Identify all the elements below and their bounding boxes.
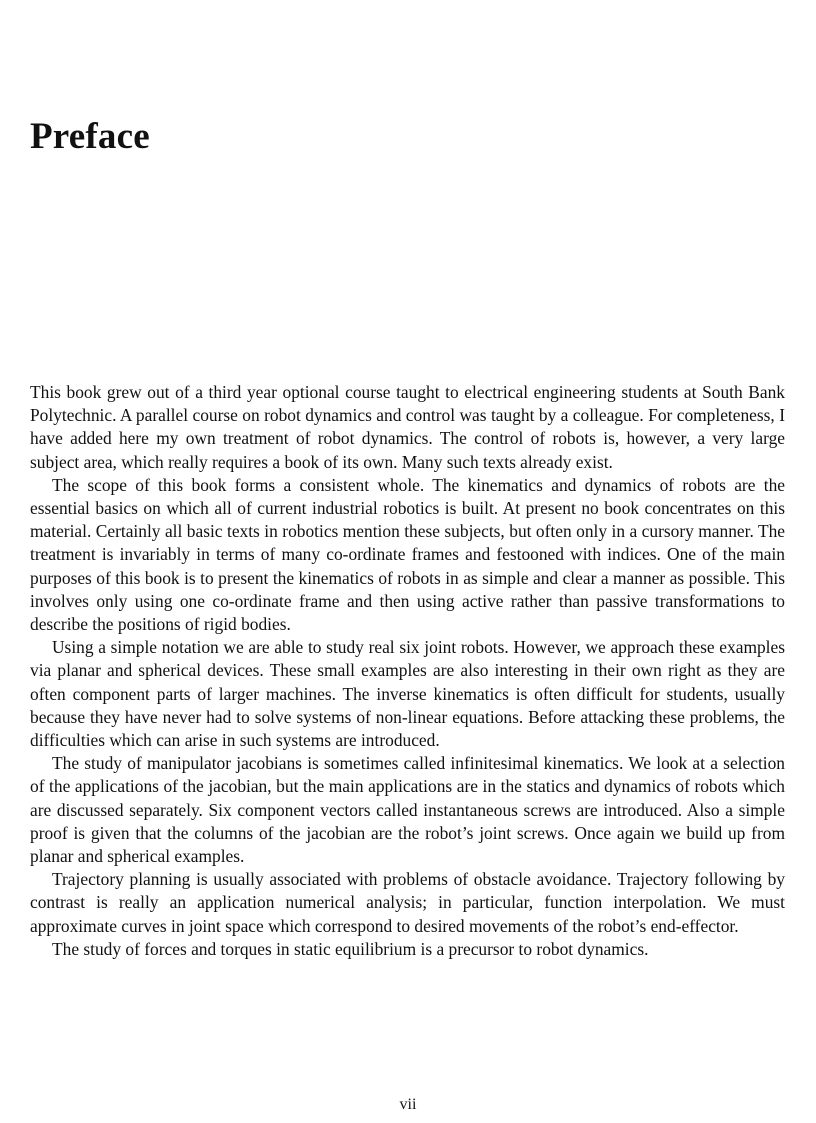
paragraph-2: The scope of this book forms a consistent whole. The kinematics and dynamics of robots are the essential basics on which all of current industrial robotics is built. At present no book concentrates on this material. Certainly all basic texts in robotics mention these subjects, but often only in a cursory manner. The treatment is invariably in terms of many co-ordinate frames and festooned with indices. One of the main purposes of this book is to present the kinematics of robots in as simple and clear a manner as possible. This involves only using one co-ordinate frame and then using active rather than passive transformations to describe the positions of rigid bodies. [30,474,785,635]
page-title: Preface [30,116,150,157]
paragraph-1: This book grew out of a third year optional course taught to electrical engineering students at South Bank Polytechnic. A parallel course on robot dynamics and control was taught by a colleague. For completeness, I have added here my own treatment of robot dynamics. The control of robots is, however, a very large subject area, which really requires a book of its own. Many such texts already exist. [30,382,785,472]
paragraph-4: The study of manipulator jacobians is sometimes called infinitesimal kinematics. We look at a selection of the applications of the jacobian, but the main applications are in the statics and dynamics of robots which are discussed separately. Six component vectors called instantaneous screws are introduced. Also a simple proof is given that the columns of the jacobian are the robot’s joint screws. Once again we build up from planar and spherical examples. [30,753,785,867]
paragraph-6: The study of forces and torques in static equilibrium is a precursor to robot dynamics. [52,938,649,959]
paragraph-5: Trajectory planning is usually associated with problems of obstacle avoidance. Trajectory following by contrast is really an application numerical analysis; in particular, function interpolation. We must approximate curves in joint space which correspond to desired movements of the robot’s end-effector. [30,869,785,936]
preface-body [30,381,785,961]
paragraph-3: Using a simple notation we are able to study real six joint robots. However, we approach these examples via planar and spherical devices. These small examples are also interesting in their own right as they are often component parts of larger machines. The inverse kinematics is often difficult for students, usually because they have never had to solve systems of non-linear equations. Before attacking these problems, the difficulties which can arise in such systems are introduced. [30,637,785,751]
page-number: vii [399,1096,417,1113]
